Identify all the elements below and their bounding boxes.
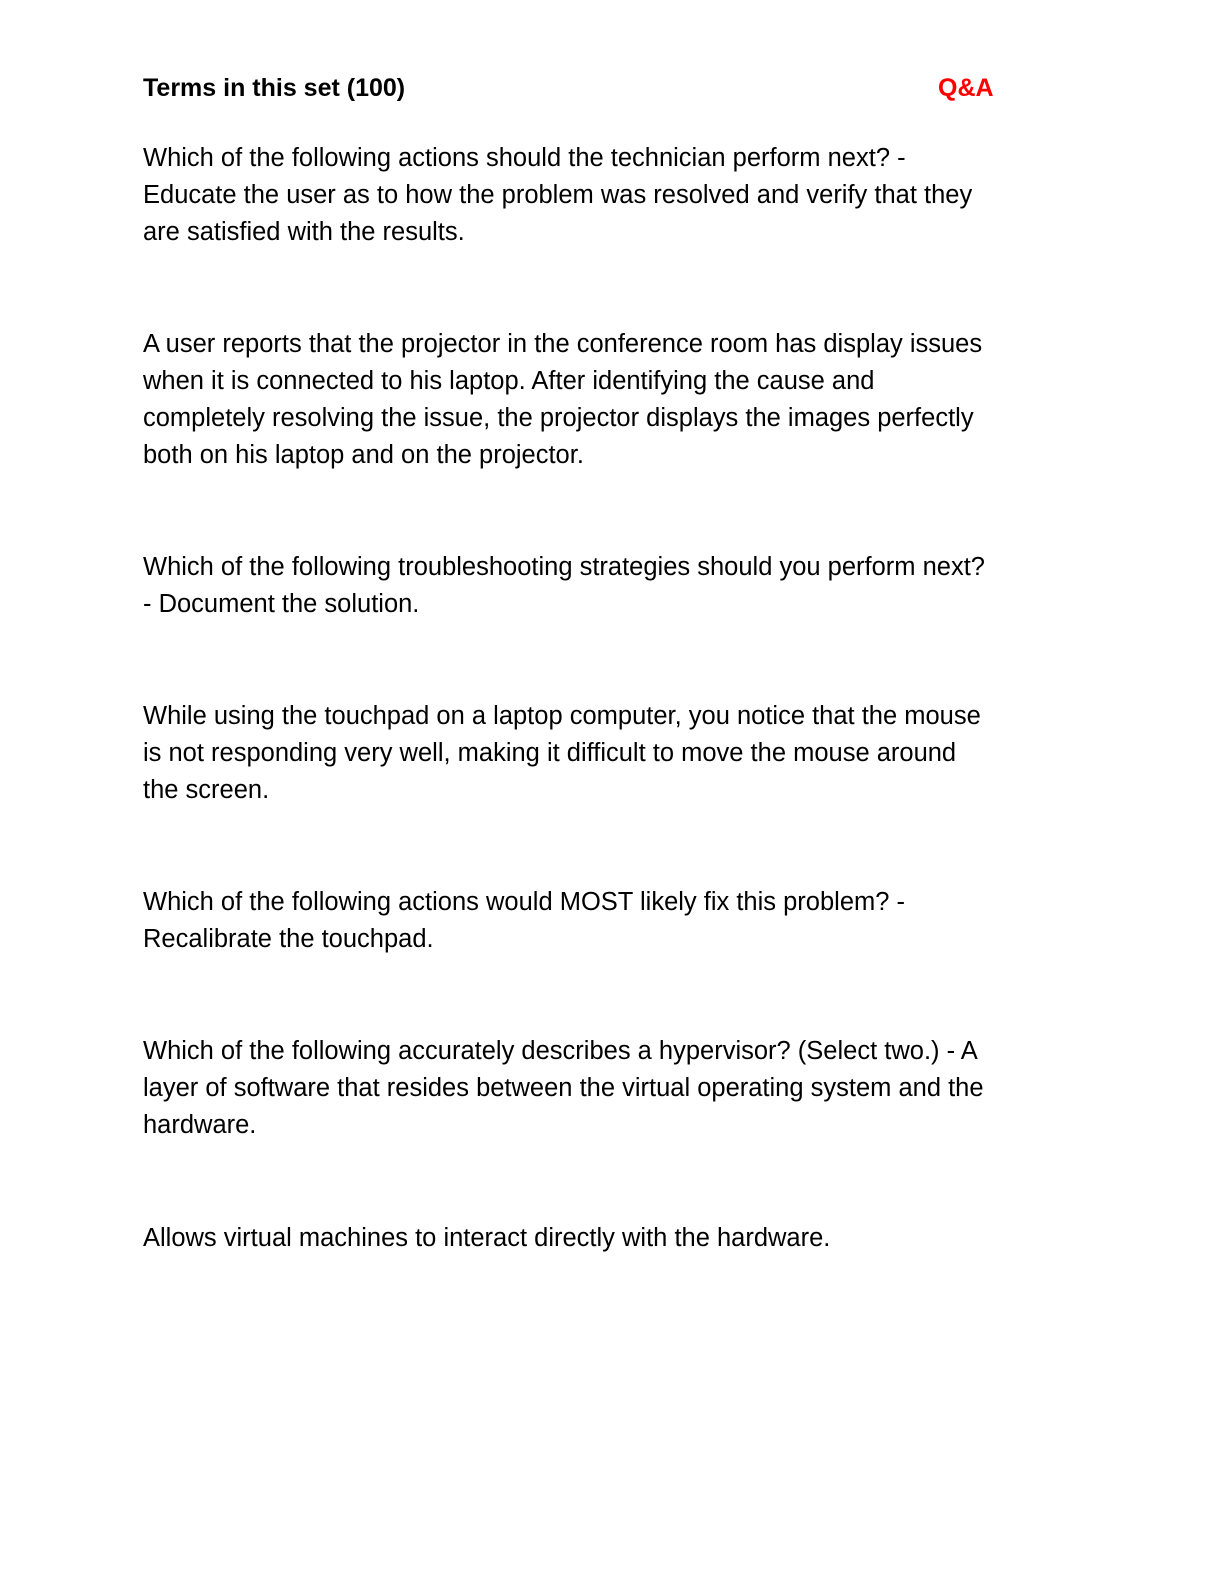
paragraph-line: Which of the following actions should the technician perform next? -: [143, 144, 906, 172]
paragraph-line: Recalibrate the touchpad.: [143, 925, 434, 953]
paragraph-line: hardware.: [143, 1111, 257, 1139]
paragraph-7: [143, 1220, 1078, 1257]
paragraph-5: [143, 884, 1078, 958]
paragraph-4: [143, 698, 1078, 809]
paragraph-line: Which of the following actions would MOST likely fix this problem? -: [143, 888, 905, 916]
paragraph-line: Which of the following accurately describes a hypervisor? (Select two.) - A: [143, 1037, 978, 1065]
page-title: Terms in this set (100): [143, 74, 406, 102]
paragraph-line: when it is connected to his laptop. After identifying the cause and: [143, 367, 875, 395]
paragraph-1: [143, 140, 1078, 251]
paragraph-line: layer of software that resides between the virtual operating system and the: [143, 1074, 984, 1102]
paragraph-line: Allows virtual machines to interact directly with the hardware.: [143, 1224, 831, 1252]
paragraph-6: [143, 1033, 1078, 1144]
paragraph-line: both on his laptop and on the projector.: [143, 441, 584, 469]
paragraph-line: - Document the solution.: [143, 590, 420, 618]
paragraph-line: While using the touchpad on a laptop computer, you notice that the mouse: [143, 702, 981, 730]
paragraph-2: [143, 326, 1078, 474]
paragraph-line: are satisfied with the results.: [143, 218, 465, 246]
paragraph-line: A user reports that the projector in the conference room has display issues: [143, 330, 983, 358]
paragraph-line: Which of the following troubleshooting strategies should you perform next?: [143, 553, 985, 581]
paragraph-line: Educate the user as to how the problem was resolved and verify that they: [143, 181, 973, 209]
paragraph-3: [143, 549, 1078, 623]
qa-tag: Q&A: [938, 74, 994, 102]
paragraph-line: completely resolving the issue, the projector displays the images perfectly: [143, 404, 974, 432]
paragraph-line: is not responding very well, making it difficult to move the mouse around: [143, 739, 957, 767]
paragraph-line: the screen.: [143, 776, 270, 804]
